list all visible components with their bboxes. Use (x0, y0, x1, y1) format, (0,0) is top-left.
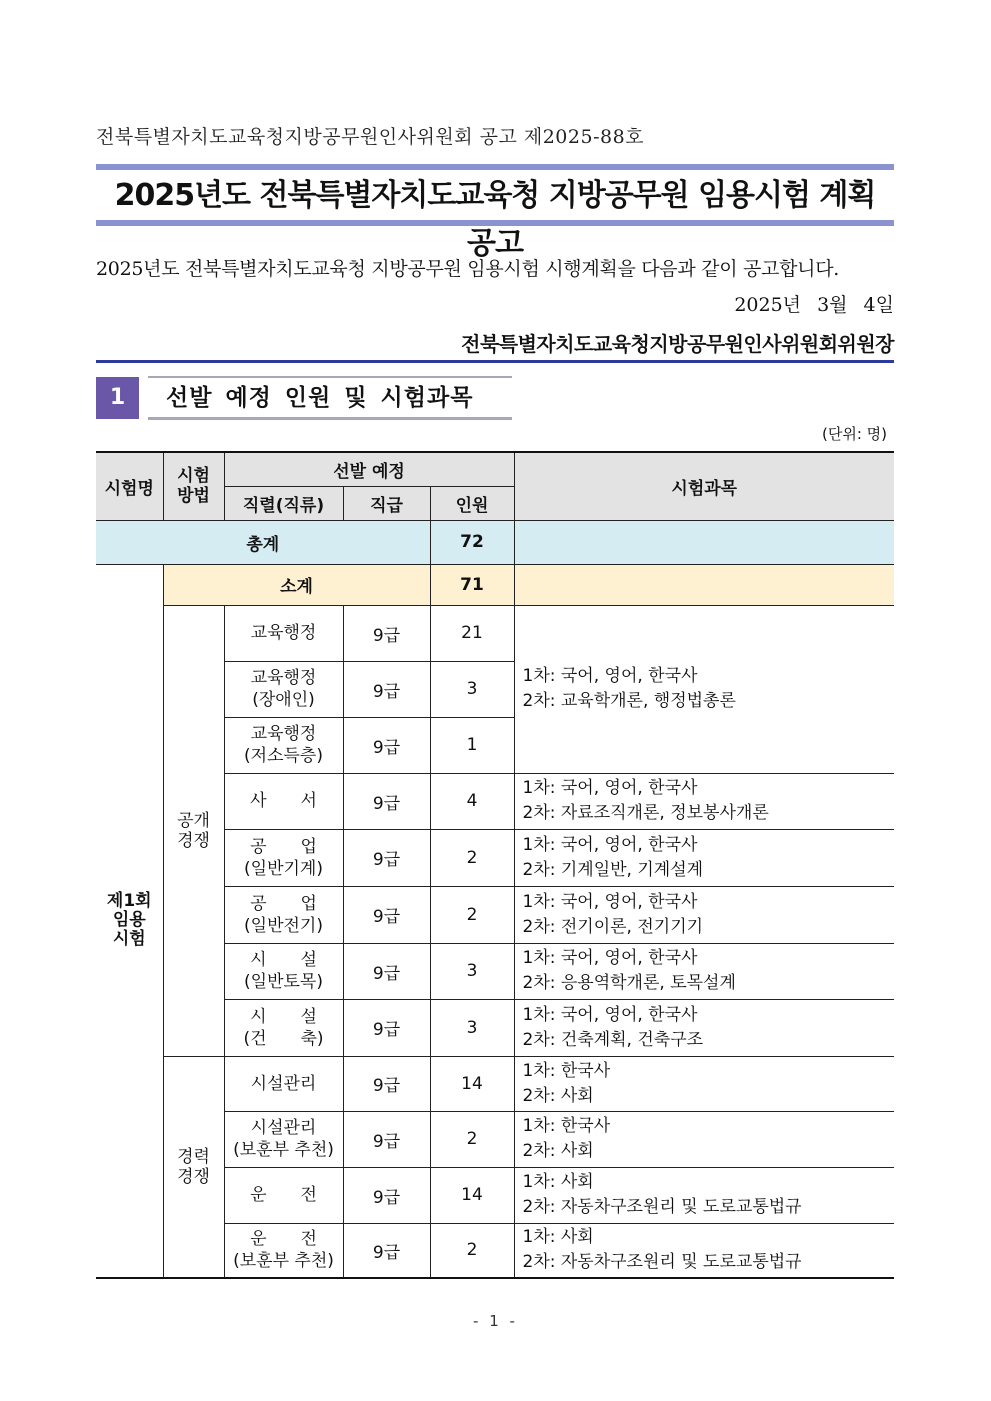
subjects-cell: 1차: 국어, 영어, 한국사 2차: 건축계획, 건축구조 (514, 999, 894, 1056)
grade-cell: 9급 (343, 1223, 430, 1278)
count-cell: 1 (430, 717, 514, 773)
subjects-cell: 1차: 사회 2차: 자동차구조원리 및 도로교통법규 (514, 1223, 894, 1278)
count-cell: 2 (430, 829, 514, 886)
count-cell: 2 (430, 1223, 514, 1278)
header-method: 시험 방법 (163, 452, 224, 520)
page-number: - 1 - (473, 1312, 518, 1330)
subtotal-value: 71 (430, 564, 514, 605)
job-cell: 시설관리 (보훈부 추천) (224, 1111, 343, 1167)
job-cell: 운 전 (224, 1167, 343, 1223)
grade-cell: 9급 (343, 773, 430, 829)
count-cell: 3 (430, 943, 514, 999)
job-cell: 교육행정 (장애인) (224, 661, 343, 717)
issuer-name: 전북특별자치도교육청지방공무원인사위원회위원장 (461, 332, 894, 356)
unit-note: (단위: 명) (822, 425, 887, 443)
intro-text: 2025년도 전북특별자치도교육청 지방공무원 임용시험 시행계획을 다음과 같이 공고합니다. (96, 258, 840, 280)
document-title: 2025년도 전북특별자치도교육청 지방공무원 임용시험 계획 공고 (114, 178, 876, 261)
job-cell: 사 서 (224, 773, 343, 829)
subjects-cell: 1차: 한국사 2차: 사회 (514, 1111, 894, 1167)
section-number: 1 (96, 377, 139, 419)
count-cell: 14 (430, 1167, 514, 1223)
count-cell: 3 (430, 999, 514, 1056)
total-value: 72 (430, 520, 514, 564)
grade-cell: 9급 (343, 999, 430, 1056)
header-grade: 직급 (343, 486, 430, 520)
grade-cell: 9급 (343, 717, 430, 773)
job-cell: 시설관리 (224, 1056, 343, 1111)
header-exam-name: 시험명 (96, 452, 163, 520)
subjects-cell: 1차: 국어, 영어, 한국사 2차: 기계일반, 기계설계 (514, 829, 894, 886)
table-row (96, 605, 894, 661)
count-cell: 21 (430, 605, 514, 661)
subtotal-label: 소계 (163, 564, 430, 605)
grade-cell: 9급 (343, 1167, 430, 1223)
job-cell: 공 업 (일반전기) (224, 886, 343, 943)
exam-plan-table (96, 451, 894, 1279)
job-cell: 교육행정 (저소득층) (224, 717, 343, 773)
method-career: 경력 경쟁 (163, 1056, 224, 1278)
job-cell: 시 설 (일반토목) (224, 943, 343, 999)
method-open: 공개 경쟁 (163, 605, 224, 1056)
subjects-cell: 1차: 한국사 2차: 사회 (514, 1056, 894, 1111)
title-block (96, 164, 894, 261)
notice-date: 2025년 3월 4일 (734, 294, 894, 316)
subjects-cell: 1차: 국어, 영어, 한국사 2차: 응용역학개론, 토목설계 (514, 943, 894, 999)
header-count: 인원 (430, 486, 514, 520)
issuer-rule (96, 360, 894, 363)
job-cell: 운 전 (보훈부 추천) (224, 1223, 343, 1278)
title-bottom-rule (96, 220, 894, 226)
header-plan: 선발 예정 (224, 452, 514, 486)
job-cell: 공 업 (일반기계) (224, 829, 343, 886)
table-row (96, 1056, 894, 1111)
total-label: 총계 (96, 520, 430, 564)
count-cell: 3 (430, 661, 514, 717)
grade-cell: 9급 (343, 661, 430, 717)
header-job: 직렬(직류) (224, 486, 343, 520)
grade-cell: 9급 (343, 1111, 430, 1167)
grade-cell: 9급 (343, 605, 430, 661)
grade-cell: 9급 (343, 1056, 430, 1111)
subtotal-subjects (514, 564, 894, 605)
count-cell: 2 (430, 886, 514, 943)
grade-cell: 9급 (343, 943, 430, 999)
count-cell: 2 (430, 1111, 514, 1167)
count-cell: 14 (430, 1056, 514, 1111)
grade-cell: 9급 (343, 886, 430, 943)
header-subjects: 시험과목 (514, 452, 894, 520)
total-row (96, 520, 894, 564)
round-label: 제1회 임용 시험 (96, 564, 163, 1278)
subjects-cell: 1차: 사회 2차: 자동차구조원리 및 도로교통법규 (514, 1167, 894, 1223)
subjects-cell: 1차: 국어, 영어, 한국사 2차: 전기이론, 전기기기 (514, 886, 894, 943)
total-subjects (514, 520, 894, 564)
subjects-cell: 1차: 국어, 영어, 한국사 2차: 자료조직개론, 정보봉사개론 (514, 773, 894, 829)
title-top-rule (96, 164, 894, 170)
notice-number: 전북특별자치도교육청지방공무원인사위원회 공고 제2025-88호 (96, 126, 645, 148)
job-cell: 시 설 (건 축) (224, 999, 343, 1056)
subtotal-row (96, 564, 894, 605)
grade-cell: 9급 (343, 829, 430, 886)
job-cell: 교육행정 (224, 605, 343, 661)
subjects-cell: 1차: 국어, 영어, 한국사 2차: 교육학개론, 행정법총론 (514, 605, 894, 773)
count-cell: 4 (430, 773, 514, 829)
section-heading (148, 376, 512, 420)
section-title: 선발 예정 인원 및 시험과목 (166, 385, 474, 411)
